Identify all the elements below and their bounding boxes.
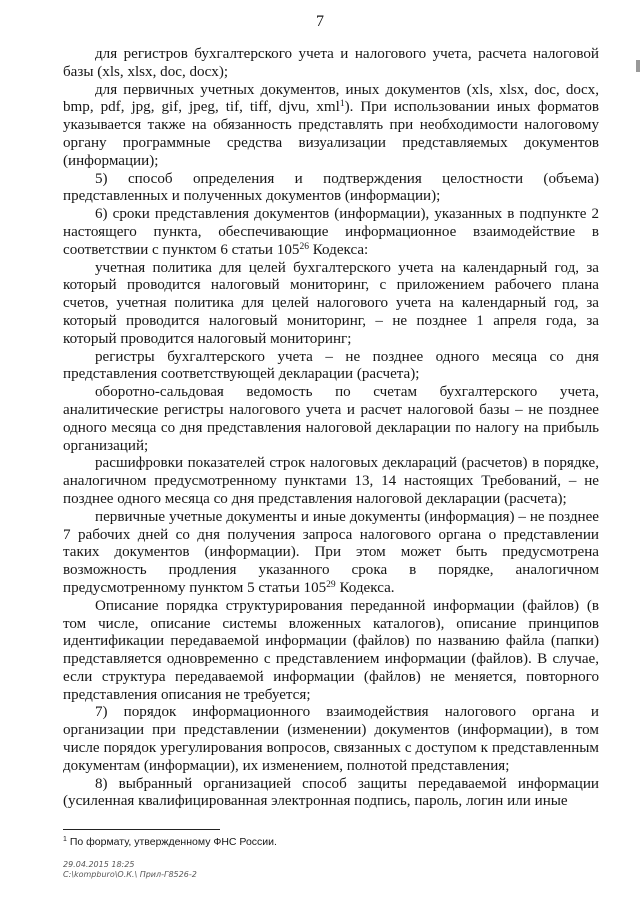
paragraph: расшифровки показателей строк налоговых деклараций (расчетов) в порядке, аналогичном предусмотренному пунктами 13, 14 настоящих Требований, – не позднее одного месяца со дня представления налоговой декларации (расчета);	[63, 455, 599, 507]
page-number: 7	[316, 13, 324, 30]
paragraph: для регистров бухгалтерского учета и налогового учета, расчета налоговой базы (xls, xlsx, doc, docx);	[63, 46, 599, 80]
paragraph: 7) порядок информационного взаимодействия налогового органа и организации при представлении (изменении) документов (информации), в том числе порядок урегулирования вопросов, связанных с доступом к представленным документам (информации), их изменением, полнотой представления;	[63, 704, 599, 774]
paragraph: Описание порядка структурирования переданной информации (файлов) (в том числе, описание системы вложенных каталогов), описание принципов идентификации передаваемой информации (файлов) по названию файла (папки) представляется одновременно с представлением информации (файлов). В случае, если структура передаваемой информации (файлов) не меняется, повторного представления описания не требуется;	[63, 597, 599, 703]
paragraph: регистры бухгалтерского учета – не позднее одного месяца со дня представления соответствующей декларации (расчета);	[63, 348, 599, 383]
file-path-stamp: C:\kompburo\О.К.\ Прил-Г8526-2	[63, 870, 197, 879]
footnote	[63, 836, 277, 848]
paragraph: 5) способ определения и подтверждения целостности (объема) представленных и полученных документов (информации);	[63, 170, 599, 205]
scan-edge-mark	[636, 60, 640, 72]
superscript: 26	[299, 241, 309, 252]
paragraph: 8) выбранный организацией способ защиты передаваемой информации (усиленная квалифицированная электронная подпись, пароль, логин или иные	[63, 775, 599, 810]
paragraph: первичные учетные документы и иные документы (информация) – не позднее 7 рабочих дней со дня получения запроса налогового органа о представлении таких документов (информации). При этом может быть предусмотрена возможность продления указанного срока в порядке, аналогичном предусмотренному пунктом 5 статьи $105^{29}$ Кодекса.	[63, 508, 599, 596]
print-timestamp: 29.04.2015 18:25	[63, 860, 135, 869]
paragraph: учетная политика для целей бухгалтерского учета на календарный год, за который проводится налоговый мониторинг, с приложением рабочего плана счетов, учетная политика для целей налогового учета на календарный год, за который проводится налоговый мониторинг, – не позднее 1 апреля года, за который проводится налоговый мониторинг;	[63, 259, 599, 347]
footnote-separator	[63, 829, 220, 830]
paragraph: 6) сроки представления документов (информации), указанных в подпункте 2 настоящего пункта, обеспечивающие информационное взаимодействие в соответствии с пунктом 6 статьи $105^{26}$ Кодекса:	[63, 206, 599, 258]
superscript: 29	[326, 579, 336, 590]
footnote-text: По формату, утвержденному ФНС России.	[66, 836, 277, 848]
footnote-ref: 1	[339, 99, 345, 110]
paragraph: для первичных учетных документов, иных документов (xls, xlsx, doc, docx, bmp, pdf, jpg, gif, jpeg, tif, tiff, djvu, xml$^1$). При использовании иных форматов указывается также на обязанность представлять при необходимости налоговому органу программные средства визуализации представляемых документов (информации);	[63, 81, 599, 169]
document-body	[63, 46, 599, 811]
footnote-mark: 1	[63, 836, 67, 843]
paragraph: оборотно-сальдовая ведомость по счетам бухгалтерского учета, аналитические регистры налогового учета и расчет налоговой базы – не позднее одного месяца со дня представления налоговой декларации по налогу на прибыль организаций;	[63, 384, 599, 454]
